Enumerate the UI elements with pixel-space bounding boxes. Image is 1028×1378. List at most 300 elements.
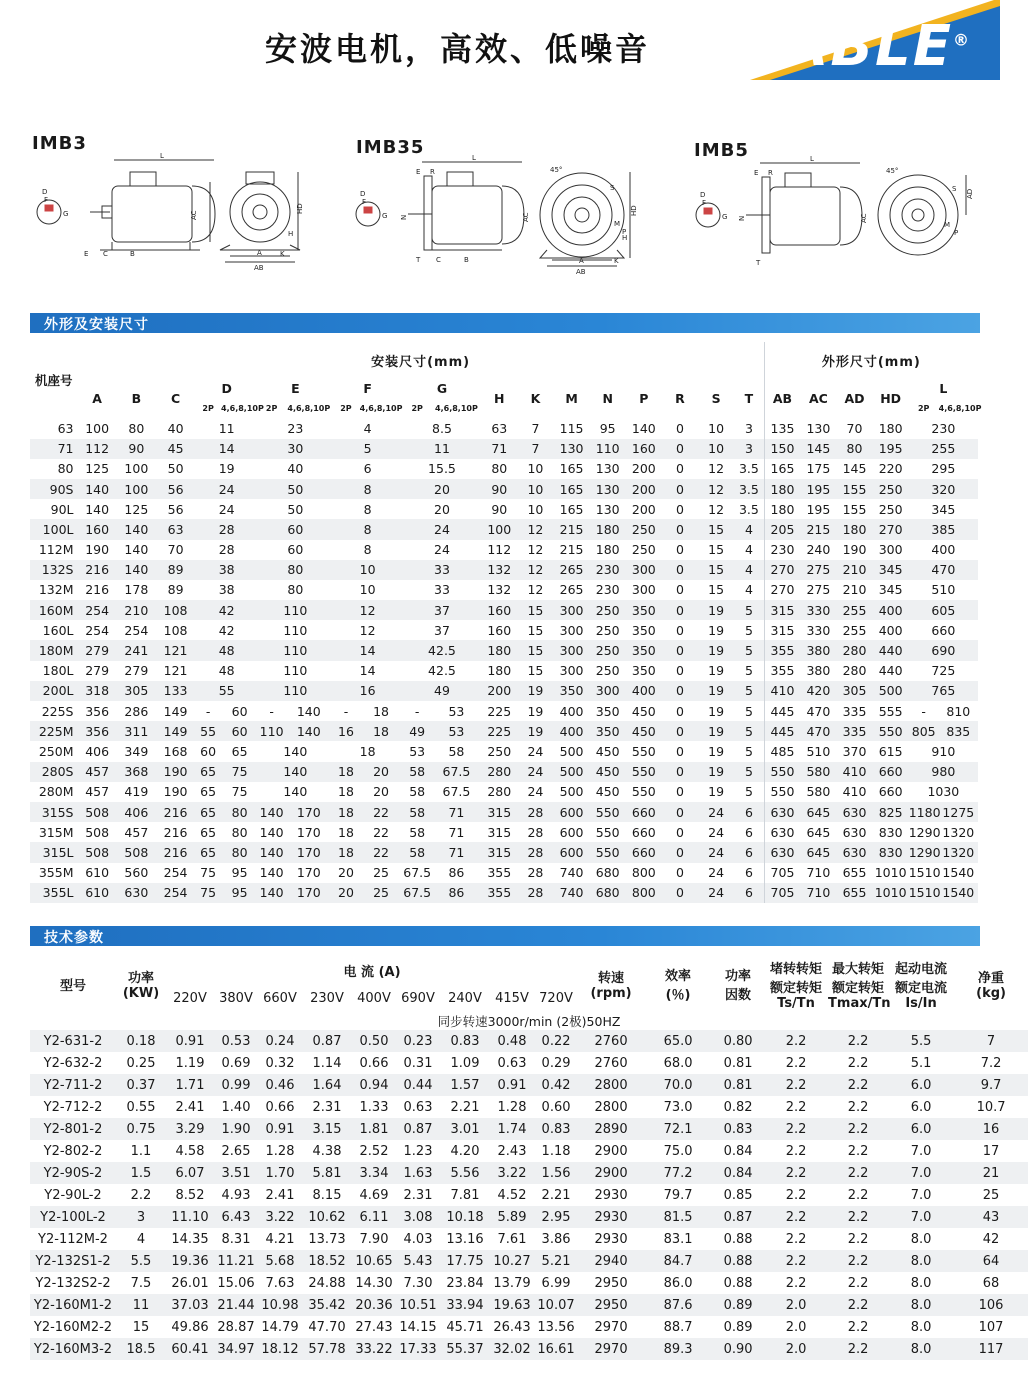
dim-cell: -: [921, 703, 926, 719]
dim-cell: 5: [744, 602, 753, 618]
tech-cell: 65.0: [663, 1033, 693, 1049]
svg-text:AC: AC: [522, 212, 530, 222]
sub-4p: 4,6,8,10P: [938, 403, 982, 413]
dim-cell: 810: [946, 703, 971, 719]
tech-row: [30, 1294, 1028, 1316]
svg-text:G: G: [63, 210, 69, 218]
dim-cell: 28: [527, 824, 544, 840]
frame-cell: 315S: [41, 804, 74, 820]
dim-cell: 210: [124, 602, 149, 618]
svg-text:S: S: [952, 185, 957, 193]
dim-cell: 355: [487, 865, 512, 881]
tech-cell: 0.29: [541, 1055, 571, 1071]
dim-cell: 22: [373, 844, 389, 860]
dim-cell: 445: [764, 721, 800, 741]
col-A: A: [92, 390, 102, 406]
dim-cell: 50: [287, 481, 304, 497]
dim-cell: 216: [163, 804, 188, 820]
dim-cell: 5: [744, 683, 753, 699]
dim-cell: 65: [231, 743, 248, 759]
dim-cell: 180: [878, 420, 903, 436]
dim-cell: 0: [676, 804, 684, 820]
tech-row: [30, 1338, 1028, 1360]
svg-text:N: N: [738, 215, 746, 221]
dim-cell: 8: [363, 521, 372, 537]
dim-cell: 275: [806, 562, 831, 578]
svg-text:AB: AB: [576, 268, 586, 276]
tech-cell: 14.15: [399, 1319, 437, 1335]
tech-cell: 2.2: [785, 1055, 807, 1071]
tech-cell: 70.0: [663, 1077, 693, 1093]
tech-cell: 107: [978, 1319, 1004, 1335]
voltage-header: 220V: [173, 990, 207, 1006]
dim-cell: 400: [878, 602, 903, 618]
dim-cell: 28: [527, 865, 544, 881]
dim-cell: 12: [708, 501, 725, 517]
tech-cell: 0.84: [723, 1143, 753, 1159]
dim-cell: 160: [631, 441, 656, 457]
tech-cell: 13.16: [446, 1231, 484, 1247]
tech-cell: 2.2: [847, 1055, 869, 1071]
tech-cell: 2800: [594, 1077, 628, 1093]
dim-cell: 300: [878, 542, 903, 558]
frame-cell: 200L: [42, 683, 74, 699]
tech-cell: 11.10: [171, 1209, 209, 1225]
dim-cell: 48: [218, 663, 235, 679]
svg-text:B: B: [130, 250, 135, 258]
dims-table-body: [30, 418, 978, 903]
dim-cell: 300: [559, 663, 584, 679]
sub-2p: 2P: [202, 403, 214, 413]
svg-text:C: C: [103, 250, 108, 258]
tech-cell: 2.21: [450, 1099, 480, 1115]
tech-col-locked-torque: 堵转转矩 额定转矩 Ts/Tn: [770, 961, 823, 1011]
dim-cell: 28: [527, 804, 544, 820]
dim-cell: 630: [764, 842, 800, 862]
svg-text:A: A: [257, 249, 262, 257]
voltage-header: 380V: [219, 990, 253, 1006]
col-K: K: [530, 390, 541, 406]
dim-cell: 710: [806, 865, 831, 881]
dim-cell: 140: [296, 723, 321, 739]
tech-cell: 11.21: [217, 1253, 255, 1269]
dim-cell: 133: [163, 683, 188, 699]
dim-cell: 410: [842, 764, 867, 780]
dim-cell: 255: [931, 441, 956, 457]
dim-cell: 4: [744, 542, 753, 558]
svg-text:G: G: [722, 213, 728, 221]
dim-cell: 160: [85, 521, 110, 537]
model-cell: Y2-711-2: [43, 1077, 103, 1093]
dim-cell: 254: [85, 622, 110, 638]
dim-cell: 60: [231, 723, 248, 739]
tech-cell: 2.2: [847, 1187, 869, 1203]
dim-cell: 4: [744, 521, 753, 537]
model-cell: Y2-801-2: [43, 1121, 103, 1137]
dim-cell: 10: [359, 582, 376, 598]
dim-cell: 160: [487, 602, 512, 618]
dim-cell: 58: [448, 743, 465, 759]
dim-cell: 75: [200, 885, 217, 901]
tech-col-start-current: 起动电流 额定电流 Is/In: [895, 961, 948, 1011]
tech-cell: 10.07: [537, 1297, 575, 1313]
dim-cell: 65: [200, 824, 217, 840]
model-cell: Y2-160M2-2: [33, 1319, 113, 1335]
dim-cell: 165: [559, 501, 584, 517]
dim-cell: 180: [842, 521, 867, 537]
tech-cell: 13.79: [493, 1275, 531, 1291]
tech-cell: 10.51: [399, 1297, 437, 1313]
dim-cell: 1030: [927, 784, 960, 800]
dim-cell: 180: [764, 479, 800, 499]
model-cell: Y2-631-2: [43, 1033, 103, 1049]
dim-cell: -: [414, 703, 420, 719]
tech-cell: 0.88: [723, 1275, 753, 1291]
tech-cell: 33.94: [446, 1297, 484, 1313]
dim-cell: 470: [806, 703, 831, 719]
tech-cell: 5.5: [130, 1253, 152, 1269]
tech-row: [30, 1074, 1028, 1096]
svg-text:L: L: [472, 154, 476, 162]
dims-table: [30, 342, 982, 903]
tech-cell: 68.0: [663, 1055, 693, 1071]
model-cell: Y2-100L-2: [40, 1209, 106, 1225]
tech-row: [30, 1228, 1028, 1250]
tech-cell: 0.42: [541, 1077, 571, 1093]
tech-col-speed: 转速 (rpm): [590, 971, 632, 1001]
dim-cell: 18: [373, 723, 389, 739]
dim-cell: 140: [259, 844, 284, 860]
dim-cell: 216: [85, 582, 110, 598]
tech-cell: 2.2: [847, 1319, 869, 1335]
tech-cell: 8.0: [910, 1319, 932, 1335]
frame-cell: 100L: [42, 521, 74, 537]
dim-cell: 140: [259, 885, 284, 901]
dim-cell: 419: [124, 784, 149, 800]
sub-4p: 4,6,8,10P: [359, 403, 403, 413]
dim-cell: 550: [595, 824, 620, 840]
dim-cell: 48: [218, 643, 235, 659]
dim-cell: 470: [806, 723, 831, 739]
model-cell: Y2-132S1-2: [35, 1253, 111, 1269]
dim-cell: 315: [487, 824, 512, 840]
dim-cell: 65: [200, 804, 217, 820]
dim-cell: 130: [595, 481, 620, 497]
tech-cell: 43: [982, 1209, 1000, 1225]
tech-cell: 2970: [594, 1341, 628, 1357]
dim-cell: 315: [764, 620, 800, 640]
dim-cell: 130: [595, 501, 620, 517]
sub-4p: 4,6,8,10P: [221, 403, 264, 413]
dim-cell: 140: [283, 764, 308, 780]
dim-cell: 65: [200, 784, 217, 800]
dim-cell: 740: [559, 885, 584, 901]
dim-cell: 110: [283, 622, 308, 638]
dim-cell: 410: [842, 784, 867, 800]
tech-cell: 72.1: [663, 1121, 693, 1137]
tech-cell: 6.0: [910, 1077, 932, 1093]
tech-cell: 4.69: [359, 1187, 389, 1203]
dim-cell: -: [205, 703, 211, 719]
tech-cell: 32.02: [493, 1341, 531, 1357]
dim-cell: 6: [744, 824, 753, 840]
dim-cell: 28: [527, 885, 544, 901]
tech-cell: 2800: [594, 1099, 628, 1115]
tech-cell: 17: [982, 1143, 1000, 1159]
dim-cell: 270: [764, 580, 800, 600]
dim-cell: 100: [85, 420, 110, 436]
dim-cell: 0: [676, 764, 684, 780]
dim-cell: 5: [744, 622, 753, 638]
dim-cell: 910: [931, 743, 956, 759]
dim-cell: 8: [363, 481, 372, 497]
dims-row: [30, 439, 978, 459]
tech-col-efficiency: 效率 (％): [665, 969, 692, 1003]
frame-cell: 132S: [41, 562, 74, 578]
dim-cell: 210: [842, 562, 867, 578]
dim-cell: 355: [764, 640, 800, 660]
tech-cell: 3.51: [221, 1165, 251, 1181]
dim-cell: 7: [531, 441, 540, 457]
dim-cell: 300: [631, 562, 656, 578]
dim-cell: 28: [218, 542, 235, 558]
tech-cell: 24.88: [308, 1275, 346, 1291]
dim-cell: 19: [527, 683, 544, 699]
frame-cell: 315L: [42, 844, 74, 860]
dim-cell: 3: [744, 441, 753, 457]
dim-cell: 149: [163, 723, 188, 739]
model-cell: Y2-90S-2: [43, 1165, 103, 1181]
dim-cell: 24: [527, 784, 544, 800]
dim-cell: 24: [218, 501, 235, 517]
dim-cell: 4: [744, 562, 753, 578]
tech-cell: 34.97: [217, 1341, 255, 1357]
dim-cell: 80: [287, 582, 304, 598]
tech-cell: 26.01: [171, 1275, 209, 1291]
col-T: T: [744, 390, 754, 406]
tech-cell: 8.0: [910, 1253, 932, 1269]
dim-cell: 18: [338, 764, 354, 780]
tech-cell: 2.95: [541, 1209, 571, 1225]
dim-cell: 270: [764, 560, 800, 580]
dim-cell: 0: [676, 521, 684, 537]
tech-cell: 21.44: [217, 1297, 255, 1313]
col-AB: AB: [764, 378, 800, 418]
svg-text:K: K: [614, 257, 619, 265]
tech-cell: 1.28: [265, 1143, 295, 1159]
dim-cell: 250: [631, 542, 656, 558]
dim-cell: 350: [631, 622, 656, 638]
dim-cell: 20: [338, 865, 354, 881]
dim-cell: 3.5: [738, 481, 759, 497]
dim-cell: 58: [409, 804, 426, 820]
frame-cell: 280M: [38, 784, 74, 800]
tech-cell: 2900: [594, 1165, 628, 1181]
dim-cell: 630: [764, 822, 800, 842]
dim-cell: 300: [559, 643, 584, 659]
tech-cell: 2.2: [785, 1033, 807, 1049]
tech-cell: 1.70: [265, 1165, 295, 1181]
tech-cell: 13.56: [537, 1319, 575, 1335]
svg-text:45°: 45°: [550, 166, 563, 174]
tech-cell: 7.30: [403, 1275, 433, 1291]
tech-col-power: 功率 (KW): [122, 971, 160, 1001]
dim-cell: 70: [846, 420, 863, 436]
tech-cell: 2.2: [785, 1209, 807, 1225]
tech-cell: 5.43: [403, 1253, 433, 1269]
dim-cell: 180: [764, 499, 800, 519]
tech-cell: 2.2: [847, 1275, 869, 1291]
dim-cell: -: [269, 703, 274, 719]
dim-cell: 37: [434, 622, 450, 638]
dim-cell: 457: [124, 824, 149, 840]
dim-cell: 5: [363, 441, 372, 457]
dim-cell: 132: [487, 562, 512, 578]
dim-cell: 12: [708, 461, 725, 477]
dim-cell: 10: [527, 481, 544, 497]
tech-cell: 8.52: [175, 1187, 205, 1203]
svg-text:L: L: [160, 152, 164, 160]
tech-cell: 5.89: [497, 1209, 527, 1225]
tech-section-header: 技术参数: [30, 926, 980, 946]
dim-cell: 205: [764, 519, 800, 539]
tech-cell: 0.63: [497, 1055, 527, 1071]
dim-cell: 145: [842, 461, 867, 477]
tech-cell: 2900: [594, 1143, 628, 1159]
tech-cell: 0.83: [541, 1121, 571, 1137]
dim-cell: 645: [806, 844, 831, 860]
dim-cell: 630: [842, 844, 867, 860]
dim-cell: 550: [878, 723, 903, 739]
col-F: F: [363, 380, 372, 396]
tech-cell: 0.88: [723, 1253, 753, 1269]
tech-cell: 6.11: [359, 1209, 389, 1225]
tech-cell: 7.81: [450, 1187, 480, 1203]
dim-cell: 190: [842, 542, 867, 558]
dim-cell: 20: [373, 764, 389, 780]
tech-cell: 0.24: [265, 1033, 295, 1049]
dim-cell: 18: [338, 804, 354, 820]
tech-cell: 2.52: [359, 1143, 389, 1159]
dim-cell: 510: [806, 743, 831, 759]
tech-cell: 37.03: [171, 1297, 209, 1313]
dim-cell: 195: [806, 501, 831, 517]
tech-cell: 2930: [594, 1187, 628, 1203]
tech-col-model: 型号: [59, 978, 86, 994]
tech-cell: 17.33: [399, 1341, 437, 1357]
dim-cell: 279: [85, 663, 110, 679]
dim-cell: 406: [85, 743, 110, 759]
svg-text:HD: HD: [630, 205, 638, 216]
svg-text:G: G: [382, 212, 388, 220]
dim-cell: 0: [676, 703, 684, 719]
svg-text:D: D: [42, 188, 48, 196]
tech-cell: 6.0: [910, 1121, 932, 1137]
dim-cell: 10: [527, 461, 544, 477]
tech-cell: 0.89: [723, 1319, 753, 1335]
tech-cell: 17.75: [446, 1253, 484, 1269]
dim-cell: 80: [231, 824, 248, 840]
dim-cell: 19: [708, 723, 725, 739]
svg-text:AB: AB: [254, 264, 264, 272]
dim-cell: 350: [559, 683, 584, 699]
dim-cell: 400: [559, 723, 584, 739]
dim-cell: 190: [163, 784, 188, 800]
tech-cell: 5.21: [541, 1253, 571, 1269]
dims-row: [30, 640, 978, 660]
dim-cell: 450: [631, 703, 656, 719]
dim-cell: 40: [167, 420, 184, 436]
dim-cell: 830: [878, 824, 903, 840]
dim-cell: 630: [124, 885, 149, 901]
dim-cell: 450: [595, 764, 620, 780]
tech-cell: 4.52: [497, 1187, 527, 1203]
tech-cell: 47.70: [308, 1319, 346, 1335]
dim-cell: 0: [676, 562, 684, 578]
dim-cell: 28: [527, 844, 544, 860]
dim-cell: 485: [764, 741, 800, 761]
dim-cell: 165: [559, 461, 584, 477]
dim-cell: 0: [676, 844, 684, 860]
tech-cell: 2.65: [221, 1143, 251, 1159]
tech-cell: 3.01: [450, 1121, 480, 1137]
dim-cell: 55: [200, 723, 217, 739]
dim-cell: 170: [296, 885, 321, 901]
dim-cell: 38: [218, 562, 235, 578]
dim-cell: 508: [85, 824, 110, 840]
dim-cell: 24: [708, 885, 725, 901]
svg-text:R: R: [768, 169, 773, 177]
tech-col-weight: 净重 (kg): [976, 971, 1006, 1001]
dims-row: [30, 418, 978, 438]
tech-row: [30, 1118, 1028, 1140]
dim-cell: 56: [167, 501, 184, 517]
tech-cell: 2930: [594, 1209, 628, 1225]
dim-cell: 280: [487, 764, 512, 780]
dim-cell: -: [343, 703, 349, 719]
dim-cell: 250: [595, 602, 620, 618]
dim-cell: 110: [595, 441, 620, 457]
dim-cell: 15.5: [428, 461, 456, 477]
dim-cell: 6: [744, 885, 753, 901]
dim-cell: 0: [676, 865, 684, 881]
dim-cell: 20: [434, 501, 450, 517]
dim-cell: 279: [124, 663, 149, 679]
tech-cell: 3.15: [312, 1121, 342, 1137]
dims-row: [30, 782, 978, 802]
dim-cell: 180: [487, 663, 512, 679]
tech-cell: 14.30: [355, 1275, 393, 1291]
tech-cell: 11: [132, 1297, 150, 1313]
tech-cell: 0.85: [723, 1187, 753, 1203]
voltage-header: 720V: [539, 990, 573, 1006]
dim-cell: 145: [806, 441, 831, 457]
dim-cell: 19: [708, 602, 725, 618]
dim-cell: 16: [359, 683, 376, 699]
dim-cell: 180: [595, 521, 620, 537]
dim-cell: 5: [744, 743, 753, 759]
tech-cell: 4.21: [265, 1231, 295, 1247]
dim-cell: 600: [559, 824, 584, 840]
dim-cell: 740: [559, 865, 584, 881]
tech-cell: 5.5: [910, 1033, 932, 1049]
dims-row: [30, 620, 978, 640]
sync-speed-note: 同步转速3000r/min (2极)50HZ: [437, 1014, 621, 1029]
dim-cell: 690: [931, 643, 956, 659]
tech-cell: 0.89: [723, 1297, 753, 1313]
tech-cell: 20.36: [355, 1297, 393, 1313]
imb5-drawing: [690, 155, 980, 275]
